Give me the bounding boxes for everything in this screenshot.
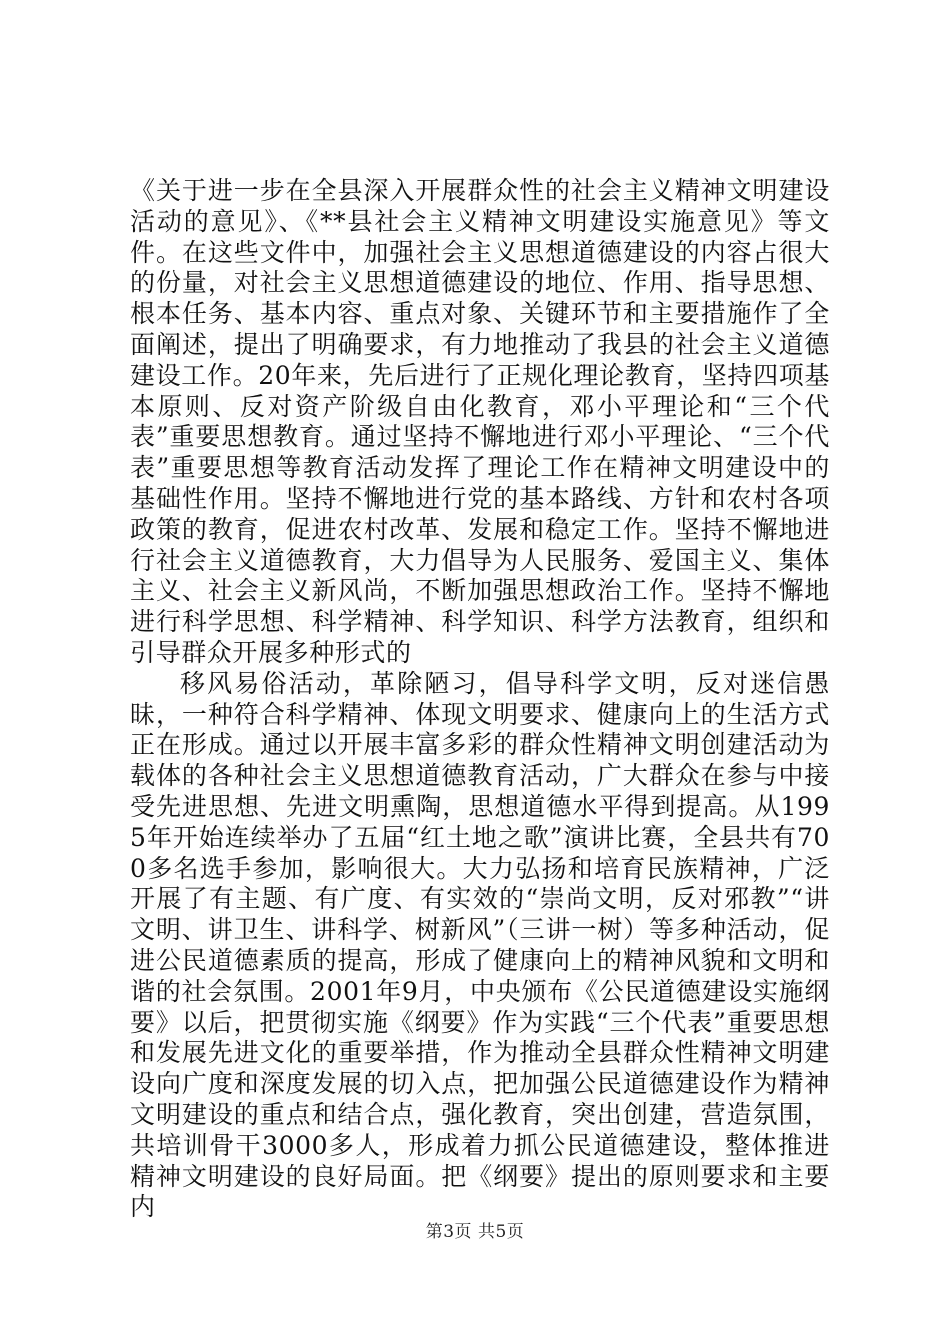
document-body	[130, 176, 830, 1223]
paragraph-2: 移风易俗活动，革除陋习，倡导科学文明，反对迷信愚昧，一种符合科学精神、体现文明要求、健康向上的生活方式正在形成。通过以开展丰富多彩的群众性精神文明创建活动为载体的各种社会主义思想道德教育活动，广大群众在参与中接受先进思想、先进文明熏陶，思想道德水平得到提高。从1995年开始连续举办了五届“红土地之歌”演讲比赛，全县共有700多名选手参加，影响很大。大力弘扬和培育民族精神，广泛开展了有主题、有广度、有实效的“崇尚文明，反对邪教”“讲文明、讲卫生、讲科学、树新风”（三讲一树）等多种活动，促进公民道德素质的提高，形成了健康向上的精神风貌和文明和谐的社会氛围。2001年9月，中央颁布《公民道德建设实施纲要》以后，把贯彻实施《纲要》作为实践“三个代表”重要思想和发展先进文化的重要举措，作为推动全县群众性精神文明建设向广度和深度发展的切入点，把加强公民道德建设作为精神文明建设的重点和结合点，强化教育，突出创建，营造氛围，共培训骨干3000多人，形成着力抓公民道德建设，整体推进精神文明建设的良好局面。把《纲要》提出的原则要求和主要内	[130, 668, 830, 1222]
paragraph-1: 《关于进一步在全县深入开展群众性的社会主义精神文明建设活动的意见》、《**县社会主义精神文明建设实施意见》等文件。在这些文件中，加强社会主义思想道德建设的内容占很大的份量，对社会主义思想道德建设的地位、作用、指导思想、根本任务、基本内容、重点对象、关键环节和主要措施作了全面阐述，提出了明确要求，有力地推动了我县的社会主义道德建设工作。20年来，先后进行了正规化理论教育，坚持四项基本原则、反对资产阶级自由化教育，邓小平理论和“三个代表”重要思想教育。通过坚持不懈地进行邓小平理论、“三个代表”重要思想等教育活动发挥了理论工作在精神文明建设中的基础性作用。坚持不懈地进行党的基本路线、方针和农村各项政策的教育，促进农村改革、发展和稳定工作。坚持不懈地进行社会主义道德教育，大力倡导为人民服务、爱国主义、集体主义、社会主义新风尚，不断加强思想政治工作。坚持不懈地进行科学思想、科学精神、科学知识、科学方法教育，组织和引导群众开展多种形式的	[130, 176, 830, 667]
page-footer: 第3页 共5页	[425, 1222, 525, 1242]
